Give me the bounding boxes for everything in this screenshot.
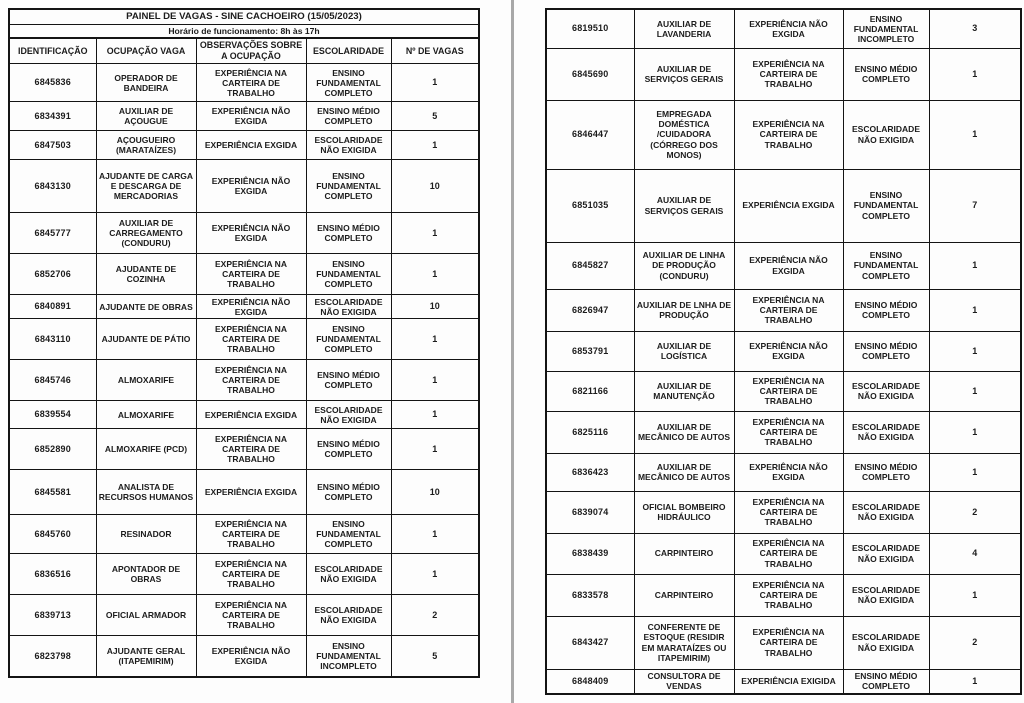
cell-vagas: 1 [929, 371, 1021, 411]
cell-observacoes: EXPERIÊNCIA NA CARTEIRA DE TRABALHO [196, 254, 306, 295]
cell-escolaridade: ESCOLARIDADE NÃO EXIGIDA [843, 371, 929, 411]
vacancy-row [9, 636, 479, 677]
page-divider [511, 0, 514, 703]
cell-observacoes: EXPERIÊNCIA NA CARTEIRA DE TRABALHO [196, 515, 306, 554]
cell-identificacao: 6825116 [546, 411, 634, 453]
cell-ocupacao: AUXILIAR DE LAVANDERIA [634, 9, 734, 48]
cell-identificacao: 6838439 [546, 533, 634, 574]
cell-ocupacao: RESINADOR [96, 515, 196, 554]
vacancy-row [546, 242, 1021, 289]
cell-identificacao: 6851035 [546, 169, 634, 242]
cell-identificacao: 6845690 [546, 48, 634, 100]
vacancy-row [9, 401, 479, 429]
cell-observacoes: EXPERIÊNCIA NA CARTEIRA DE TRABALHO [196, 64, 306, 102]
column-header-observacoes: OBSERVAÇÕES SOBRE A OCUPAÇÃO [196, 38, 306, 64]
cell-observacoes: EXPERIÊNCIA NA CARTEIRA DE TRABALHO [734, 533, 843, 574]
cell-ocupacao: AJUDANTE DE OBRAS [96, 295, 196, 319]
cell-observacoes: EXPERIÊNCIA NA CARTEIRA DE TRABALHO [196, 319, 306, 360]
cell-escolaridade: ESCOLARIDADE NÃO EXIGIDA [843, 411, 929, 453]
column-header-identificacao: IDENTIFICAÇÃO [9, 38, 96, 64]
cell-escolaridade: ENSINO MÉDIO COMPLETO [843, 289, 929, 331]
cell-identificacao: 6848409 [546, 669, 634, 694]
vacancy-row [546, 533, 1021, 574]
cell-vagas: 10 [391, 295, 479, 319]
table-title-row [9, 9, 479, 24]
cell-escolaridade: ENSINO FUNDAMENTAL COMPLETO [843, 242, 929, 289]
cell-observacoes: EXPERIÊNCIA EXGIDA [734, 169, 843, 242]
cell-observacoes: EXPERIÊNCIA NÃO EXGIDA [196, 295, 306, 319]
cell-vagas: 1 [391, 64, 479, 102]
cell-ocupacao: ALMOXARIFE [96, 401, 196, 429]
cell-identificacao: 6840891 [9, 295, 96, 319]
cell-observacoes: EXPERIÊNCIA NA CARTEIRA DE TRABALHO [734, 574, 843, 616]
cell-escolaridade: ENSINO FUNDAMENTAL COMPLETO [306, 319, 391, 360]
column-header-num-vagas: Nº DE VAGAS [391, 38, 479, 64]
cell-ocupacao: CONFERENTE DE ESTOQUE (RESIDIR EM MARATAÍZES OU ITAPEMIRIM) [634, 616, 734, 669]
cell-vagas: 4 [929, 533, 1021, 574]
vacancy-row [546, 574, 1021, 616]
cell-vagas: 1 [929, 242, 1021, 289]
cell-observacoes: EXPERIÊNCIA EXIGIDA [734, 669, 843, 694]
cell-ocupacao: AUXILIAR DE SERVIÇOS GERAIS [634, 48, 734, 100]
vacancy-row [9, 319, 479, 360]
cell-escolaridade: ENSINO MÉDIO COMPLETO [306, 429, 391, 470]
cell-escolaridade: ENSINO FUNDAMENTAL COMPLETO [306, 64, 391, 102]
cell-ocupacao: AUXILIAR DE MECÂNICO DE AUTOS [634, 411, 734, 453]
cell-vagas: 5 [391, 636, 479, 677]
cell-escolaridade: ENSINO FUNDAMENTAL COMPLETO [306, 160, 391, 213]
cell-observacoes: EXPERIÊNCIA NÃO EXGIDA [734, 331, 843, 371]
cell-identificacao: 6836516 [9, 554, 96, 595]
cell-observacoes: EXPERIÊNCIA NÃO EXGIDA [734, 453, 843, 491]
vacancies-table-left [8, 8, 480, 678]
cell-ocupacao: AUXILIAR DE LNHA DE PRODUÇÃO [634, 289, 734, 331]
page-title: PAINEL DE VAGAS - SINE CACHOEIRO (15/05/2023) [9, 9, 479, 24]
cell-vagas: 10 [391, 160, 479, 213]
cell-identificacao: 6823798 [9, 636, 96, 677]
cell-vagas: 2 [929, 616, 1021, 669]
vacancies-table-page-2 [545, 8, 1020, 695]
cell-ocupacao: AUXILIAR DE CARREGAMENTO (CONDURU) [96, 213, 196, 254]
vacancy-row [546, 616, 1021, 669]
cell-vagas: 1 [929, 48, 1021, 100]
cell-identificacao: 6839554 [9, 401, 96, 429]
cell-escolaridade: ESCOLARIDADE NÃO EXIGIDA [306, 131, 391, 160]
cell-observacoes: EXPERIÊNCIA NÃO EXGIDA [734, 9, 843, 48]
vacancies-table-page-1 [8, 8, 478, 678]
cell-escolaridade: ESCOLARIDADE NÃO EXIGIDA [843, 574, 929, 616]
vacancy-row [546, 169, 1021, 242]
cell-identificacao: 6839074 [546, 491, 634, 533]
cell-ocupacao: AÇOUGUEIRO (MARATAÍZES) [96, 131, 196, 160]
cell-vagas: 2 [391, 595, 479, 636]
cell-identificacao: 6843427 [546, 616, 634, 669]
cell-observacoes: EXPERIÊNCIA NA CARTEIRA DE TRABALHO [734, 616, 843, 669]
vacancy-row [9, 470, 479, 515]
cell-ocupacao: AJUDANTE DE PÁTIO [96, 319, 196, 360]
vacancy-row [9, 595, 479, 636]
cell-ocupacao: CARPINTEIRO [634, 533, 734, 574]
cell-observacoes: EXPERIÊNCIA NA CARTEIRA DE TRABALHO [734, 491, 843, 533]
cell-identificacao: 6845777 [9, 213, 96, 254]
cell-escolaridade: ENSINO FUNDAMENTAL INCOMPLETO [306, 636, 391, 677]
cell-ocupacao: ALMOXARIFE (PCD) [96, 429, 196, 470]
vacancy-row [9, 102, 479, 131]
cell-vagas: 2 [929, 491, 1021, 533]
cell-identificacao: 6833578 [546, 574, 634, 616]
cell-escolaridade: ENSINO MÉDIO COMPLETO [843, 331, 929, 371]
cell-identificacao: 6845746 [9, 360, 96, 401]
cell-identificacao: 6853791 [546, 331, 634, 371]
cell-ocupacao: APONTADOR DE OBRAS [96, 554, 196, 595]
cell-identificacao: 6843130 [9, 160, 96, 213]
vacancy-row [546, 331, 1021, 371]
cell-vagas: 5 [391, 102, 479, 131]
vacancy-row [546, 411, 1021, 453]
cell-ocupacao: CONSULTORA DE VENDAS [634, 669, 734, 694]
vacancy-row [9, 254, 479, 295]
cell-ocupacao: OPERADOR DE BANDEIRA [96, 64, 196, 102]
cell-identificacao: 6845760 [9, 515, 96, 554]
cell-escolaridade: ENSINO MÉDIO COMPLETO [843, 453, 929, 491]
cell-observacoes: EXPERIÊNCIA NÃO EXGIDA [196, 213, 306, 254]
cell-identificacao: 6846447 [546, 100, 634, 169]
table-subtitle-row [9, 24, 479, 38]
vacancy-row [9, 554, 479, 595]
cell-identificacao: 6839713 [9, 595, 96, 636]
vacancy-row [546, 9, 1021, 48]
cell-vagas: 7 [929, 169, 1021, 242]
cell-ocupacao: OFICIAL ARMADOR [96, 595, 196, 636]
cell-escolaridade: ENSINO MÉDIO COMPLETO [843, 669, 929, 694]
cell-identificacao: 6826947 [546, 289, 634, 331]
cell-vagas: 1 [391, 254, 479, 295]
column-header-row [9, 38, 479, 64]
cell-ocupacao: AUXILIAR DE LINHA DE PRODUÇÃO (CONDURU) [634, 242, 734, 289]
cell-observacoes: EXPERIÊNCIA NA CARTEIRA DE TRABALHO [734, 100, 843, 169]
cell-vagas: 1 [929, 453, 1021, 491]
cell-observacoes: EXPERIÊNCIA EXGIDA [196, 131, 306, 160]
cell-ocupacao: AUXILIAR DE SERVIÇOS GERAIS [634, 169, 734, 242]
vacancy-row [546, 491, 1021, 533]
vacancy-row [9, 160, 479, 213]
vacancy-row [9, 515, 479, 554]
vacancies-table-right [545, 8, 1022, 695]
operating-hours: Horário de funcionamento: 8h às 17h [9, 24, 479, 38]
cell-observacoes: EXPERIÊNCIA NÃO EXGIDA [734, 242, 843, 289]
cell-vagas: 1 [391, 401, 479, 429]
vacancy-row [9, 64, 479, 102]
cell-escolaridade: ESCOLARIDADE NÃO EXIGIDA [306, 401, 391, 429]
cell-observacoes: EXPERIÊNCIA NA CARTEIRA DE TRABALHO [196, 554, 306, 595]
column-header-escolaridade: ESCOLARIDADE [306, 38, 391, 64]
cell-ocupacao: AUXILIAR DE MANUTENÇÃO [634, 371, 734, 411]
cell-identificacao: 6852706 [9, 254, 96, 295]
cell-escolaridade: ENSINO FUNDAMENTAL COMPLETO [843, 169, 929, 242]
cell-identificacao: 6845836 [9, 64, 96, 102]
cell-vagas: 1 [391, 360, 479, 401]
vacancy-row [9, 295, 479, 319]
cell-vagas: 1 [391, 213, 479, 254]
cell-identificacao: 6821166 [546, 371, 634, 411]
cell-observacoes: EXPERIÊNCIA NA CARTEIRA DE TRABALHO [734, 48, 843, 100]
cell-ocupacao: AUXILIAR DE AÇOUGUE [96, 102, 196, 131]
cell-ocupacao: AUXILIAR DE LOGÍSTICA [634, 331, 734, 371]
cell-observacoes: EXPERIÊNCIA NA CARTEIRA DE TRABALHO [196, 429, 306, 470]
cell-vagas: 1 [391, 131, 479, 160]
vacancy-row [546, 48, 1021, 100]
cell-identificacao: 6836423 [546, 453, 634, 491]
cell-escolaridade: ENSINO FUNDAMENTAL INCOMPLETO [843, 9, 929, 48]
cell-identificacao: 6847503 [9, 131, 96, 160]
cell-escolaridade: ESCOLARIDADE NÃO EXIGIDA [843, 616, 929, 669]
vacancy-row [9, 131, 479, 160]
cell-ocupacao: OFICIAL BOMBEIRO HIDRÁULICO [634, 491, 734, 533]
cell-ocupacao: EMPREGADA DOMÉSTICA /CUIDADORA (CÓRREGO DOS MONOS) [634, 100, 734, 169]
cell-vagas: 1 [391, 319, 479, 360]
cell-escolaridade: ENSINO MÉDIO COMPLETO [843, 48, 929, 100]
cell-vagas: 1 [929, 289, 1021, 331]
vacancy-row [9, 429, 479, 470]
cell-vagas: 1 [929, 100, 1021, 169]
cell-observacoes: EXPERIÊNCIA NA CARTEIRA DE TRABALHO [196, 595, 306, 636]
cell-escolaridade: ESCOLARIDADE NÃO EXIGIDA [843, 100, 929, 169]
cell-ocupacao: ANALISTA DE RECURSOS HUMANOS [96, 470, 196, 515]
cell-vagas: 1 [391, 429, 479, 470]
vacancy-row [546, 669, 1021, 694]
cell-identificacao: 6845827 [546, 242, 634, 289]
cell-identificacao: 6852890 [9, 429, 96, 470]
cell-escolaridade: ENSINO FUNDAMENTAL COMPLETO [306, 254, 391, 295]
cell-escolaridade: ESCOLARIDADE NÃO EXIGIDA [306, 595, 391, 636]
column-header-ocupacao-vaga: OCUPAÇÃO VAGA [96, 38, 196, 64]
cell-vagas: 1 [929, 574, 1021, 616]
cell-observacoes: EXPERIÊNCIA EXGIDA [196, 470, 306, 515]
vacancy-row [9, 213, 479, 254]
cell-vagas: 1 [929, 669, 1021, 694]
cell-identificacao: 6843110 [9, 319, 96, 360]
cell-observacoes: EXPERIÊNCIA NÃO EXGIDA [196, 160, 306, 213]
cell-escolaridade: ENSINO FUNDAMENTAL COMPLETO [306, 515, 391, 554]
cell-vagas: 1 [391, 554, 479, 595]
cell-observacoes: EXPERIÊNCIA NA CARTEIRA DE TRABALHO [196, 360, 306, 401]
cell-ocupacao: CARPINTEIRO [634, 574, 734, 616]
cell-vagas: 10 [391, 470, 479, 515]
vacancy-row [546, 371, 1021, 411]
cell-identificacao: 6845581 [9, 470, 96, 515]
cell-observacoes: EXPERIÊNCIA NA CARTEIRA DE TRABALHO [734, 289, 843, 331]
vacancy-row [546, 453, 1021, 491]
cell-escolaridade: ESCOLARIDADE NÃO EXIGIDA [843, 533, 929, 574]
cell-ocupacao: ALMOXARIFE [96, 360, 196, 401]
cell-vagas: 1 [929, 411, 1021, 453]
cell-ocupacao: AJUDANTE DE COZINHA [96, 254, 196, 295]
cell-ocupacao: AUXILIAR DE MECÂNICO DE AUTOS [634, 453, 734, 491]
cell-observacoes: EXPERIÊNCIA NA CARTEIRA DE TRABALHO [734, 371, 843, 411]
cell-escolaridade: ENSINO MÉDIO COMPLETO [306, 360, 391, 401]
cell-escolaridade: ESCOLARIDADE NÃO EXIGIDA [843, 491, 929, 533]
vacancy-row [9, 360, 479, 401]
cell-vagas: 1 [391, 515, 479, 554]
vacancy-row [546, 100, 1021, 169]
cell-observacoes: EXPERIÊNCIA NA CARTEIRA DE TRABALHO [734, 411, 843, 453]
cell-escolaridade: ESCOLARIDADE NÃO EXIGIDA [306, 295, 391, 319]
cell-identificacao: 6834391 [9, 102, 96, 131]
cell-identificacao: 6819510 [546, 9, 634, 48]
cell-observacoes: EXPERIÊNCIA NÃO EXGIDA [196, 102, 306, 131]
vacancy-row [546, 289, 1021, 331]
cell-observacoes: EXPERIÊNCIA EXGIDA [196, 401, 306, 429]
cell-escolaridade: ESCOLARIDADE NÃO EXIGIDA [306, 554, 391, 595]
cell-ocupacao: AJUDANTE GERAL (ITAPEMIRIM) [96, 636, 196, 677]
cell-escolaridade: ENSINO MÉDIO COMPLETO [306, 102, 391, 131]
cell-vagas: 1 [929, 331, 1021, 371]
cell-vagas: 3 [929, 9, 1021, 48]
cell-ocupacao: AJUDANTE DE CARGA E DESCARGA DE MERCADORIAS [96, 160, 196, 213]
cell-escolaridade: ENSINO MÉDIO COMPLETO [306, 213, 391, 254]
cell-observacoes: EXPERIÊNCIA NÃO EXGIDA [196, 636, 306, 677]
cell-escolaridade: ENSINO MÉDIO COMPLETO [306, 470, 391, 515]
